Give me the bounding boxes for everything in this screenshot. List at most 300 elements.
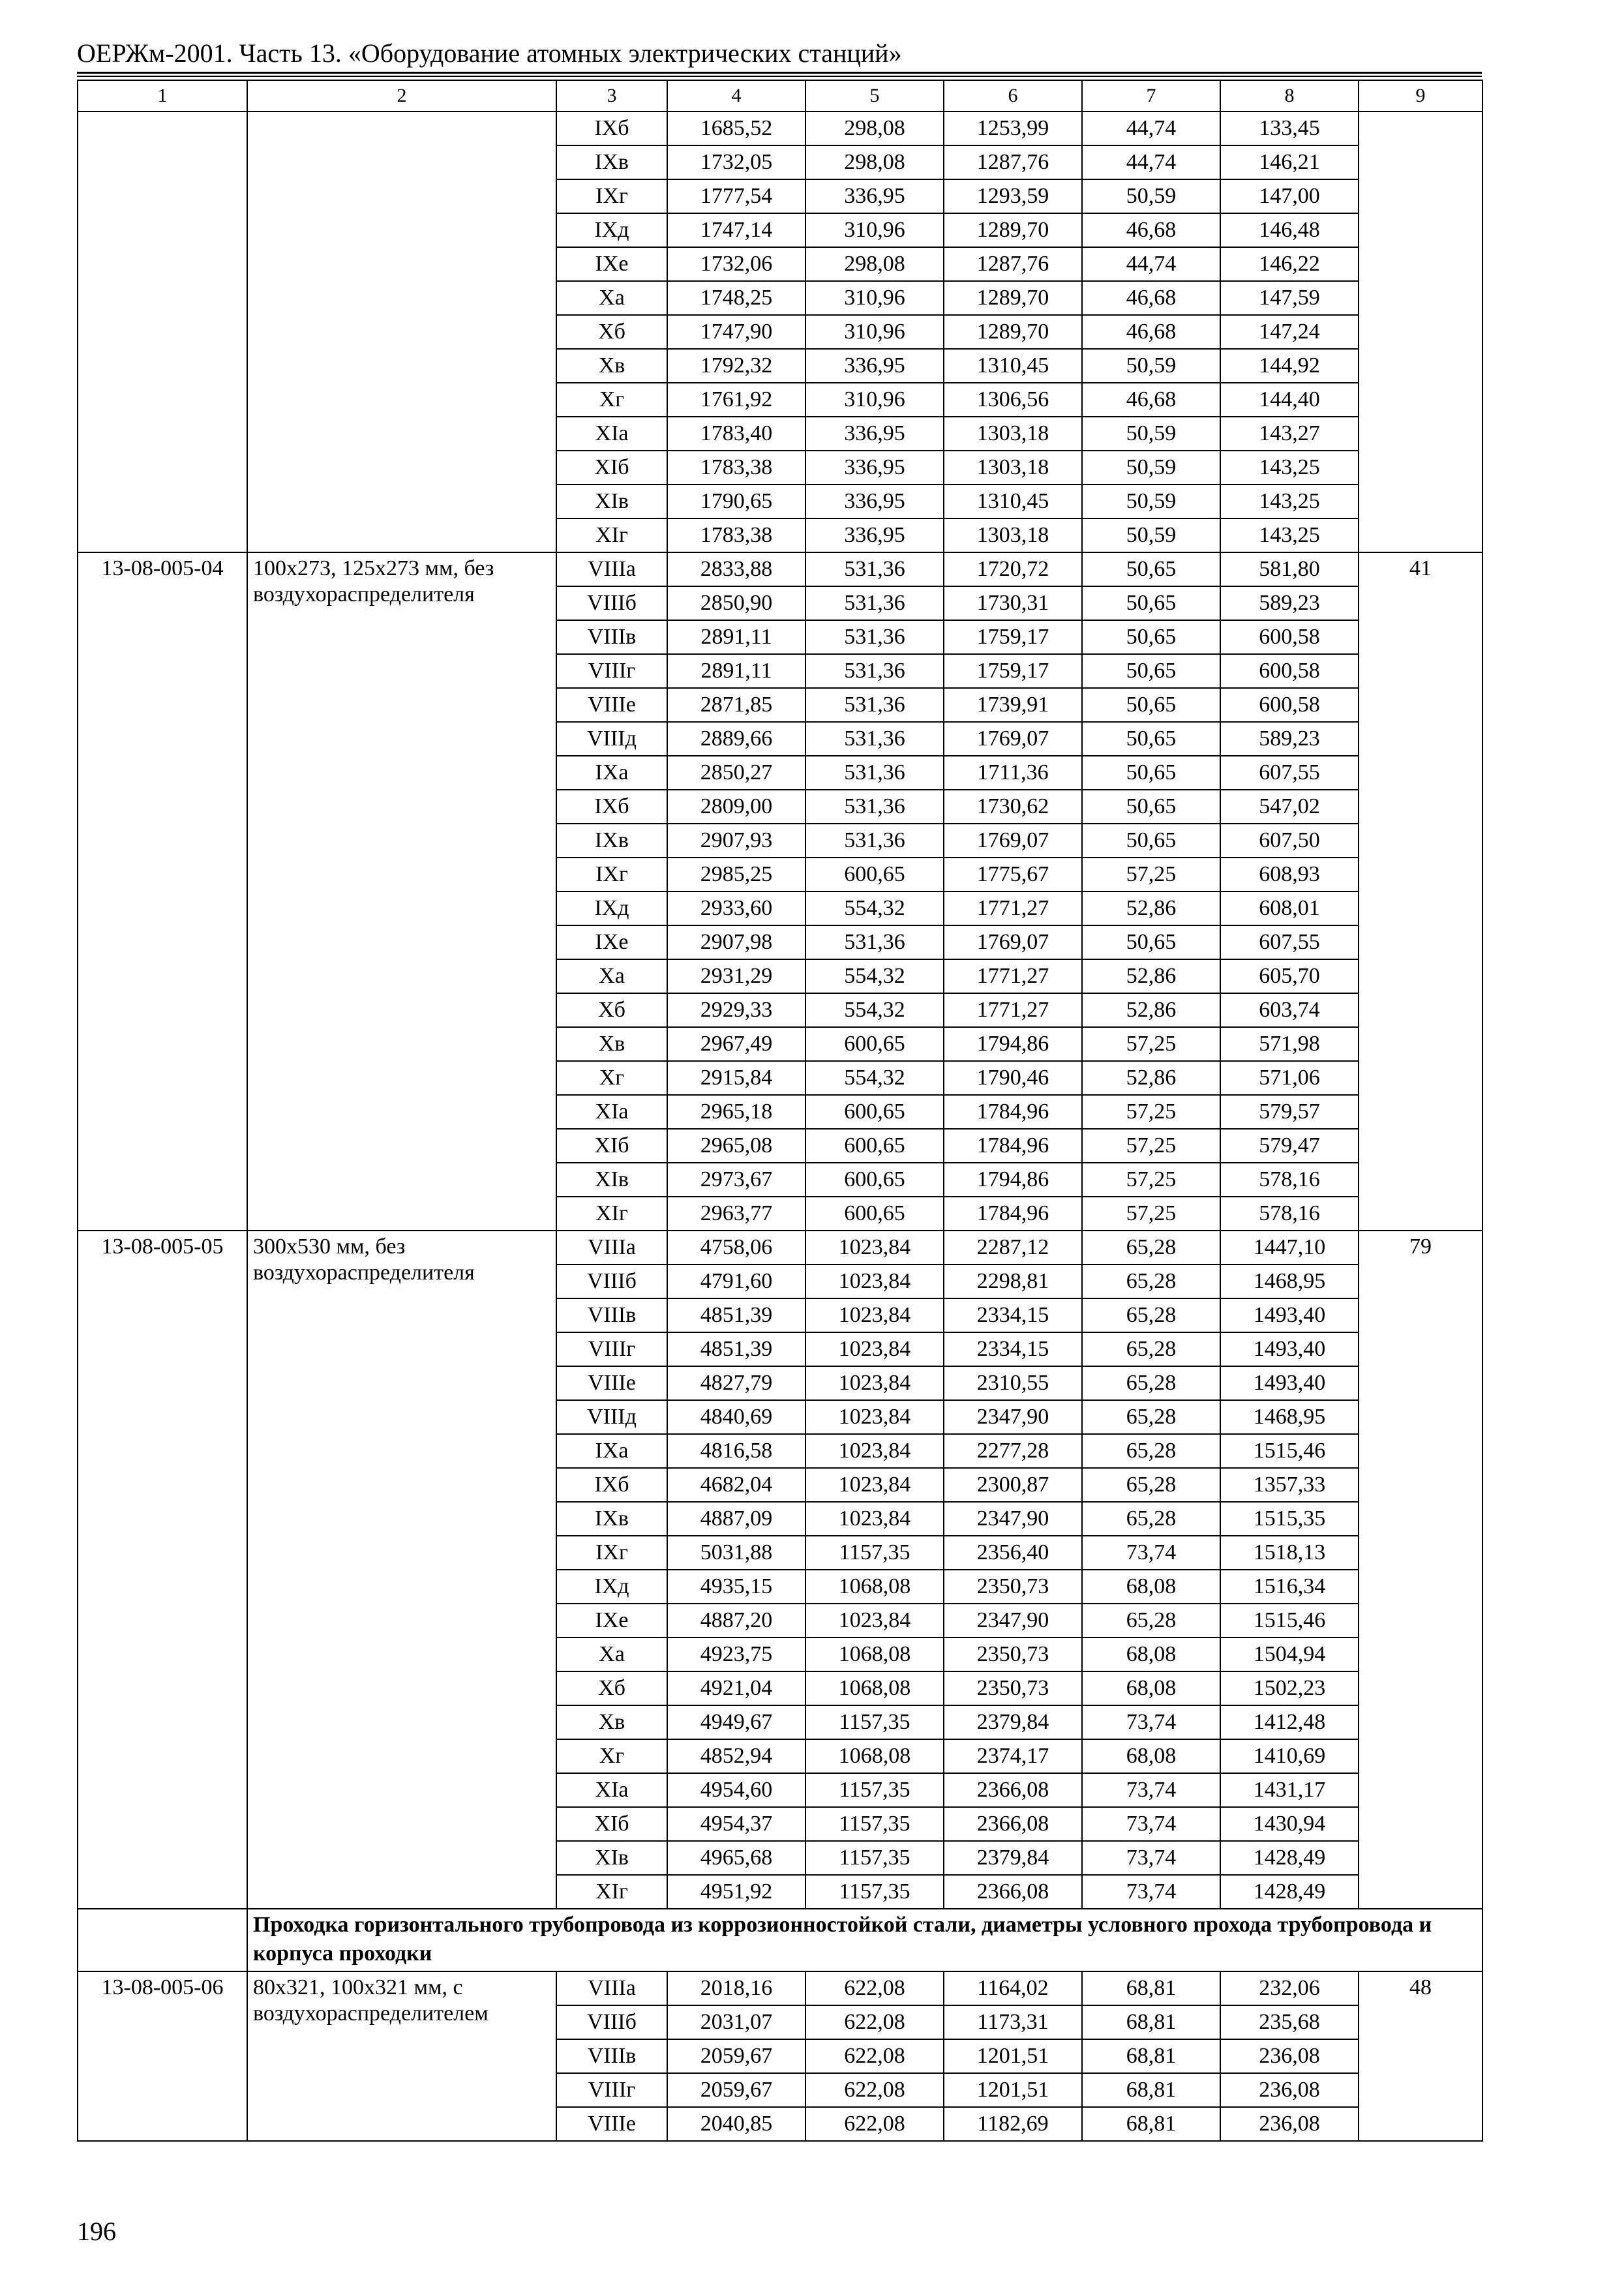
total-cost: 2809,00 [667,790,805,824]
material-cost: 605,70 [1220,959,1359,993]
labor-cost: 1157,35 [805,1875,944,1909]
region-code: VIIIв [556,2039,667,2073]
labor-cost: 1157,35 [805,1841,944,1875]
machine-cost: 1164,02 [944,1971,1082,2005]
labor-cost: 336,95 [805,417,944,451]
total-cost: 2965,18 [667,1095,805,1129]
material-cost: 1515,46 [1220,1604,1359,1638]
machinist-wage: 50,59 [1082,485,1220,518]
material-cost: 578,16 [1220,1163,1359,1197]
machine-cost: 1739,91 [944,688,1082,722]
total-cost: 4951,92 [667,1875,805,1909]
region-code: IXв [556,145,667,179]
region-code: IXб [556,112,667,145]
region-code: Xб [556,1671,667,1705]
region-code: XIв [556,485,667,518]
region-code: IXг [556,179,667,213]
table-body [78,80,1482,2141]
material-cost: 147,59 [1220,281,1359,315]
machinist-wage: 68,81 [1082,2039,1220,2073]
machine-cost: 1287,76 [944,247,1082,281]
labor-cost: 1023,84 [805,1400,944,1434]
machinist-wage: 65,28 [1082,1264,1220,1298]
machinist-wage: 57,25 [1082,1095,1220,1129]
rate-description: 100x273, 125x273 мм, без воздухораспределителя [247,552,556,1231]
labor-cost: 531,36 [805,790,944,824]
labor-cost: 531,36 [805,552,944,586]
machinist-wage: 65,28 [1082,1332,1220,1366]
machine-cost: 1303,18 [944,451,1082,485]
total-cost: 4887,20 [667,1604,805,1638]
table-row [78,552,1482,586]
rate-code: 13-08-005-05 [78,1231,247,1909]
machine-cost: 1173,31 [944,2005,1082,2039]
machine-cost: 1303,18 [944,417,1082,451]
material-cost: 147,24 [1220,315,1359,349]
section-row [78,1909,1482,1971]
total-cost: 1783,40 [667,417,805,451]
rate-code [78,112,247,552]
machinist-wage: 46,68 [1082,213,1220,247]
total-cost: 4954,60 [667,1773,805,1807]
total-cost: 1790,65 [667,485,805,518]
total-cost: 2985,25 [667,858,805,891]
labor-cost: 298,08 [805,112,944,145]
total-cost: 2850,90 [667,586,805,620]
machine-cost: 1253,99 [944,112,1082,145]
table-row [78,1971,1482,2005]
labor-cost: 531,36 [805,756,944,790]
region-code: XIа [556,1095,667,1129]
section-blank-cell [78,1909,247,1971]
region-code: Xв [556,349,667,383]
labor-cost: 1068,08 [805,1671,944,1705]
total-cost: 2965,08 [667,1129,805,1163]
machinist-wage: 52,86 [1082,1061,1220,1095]
region-code: XIа [556,1773,667,1807]
machinist-wage: 73,74 [1082,1875,1220,1909]
machine-cost: 2374,17 [944,1739,1082,1773]
region-code: VIIIв [556,1298,667,1332]
machine-cost: 1769,07 [944,722,1082,756]
region-code: IXа [556,756,667,790]
total-cost: 4954,37 [667,1807,805,1841]
total-cost: 2907,98 [667,925,805,959]
machinist-wage: 50,59 [1082,179,1220,213]
material-cost: 600,58 [1220,620,1359,654]
total-cost: 1792,32 [667,349,805,383]
machine-cost: 1790,46 [944,1061,1082,1095]
materials-count: 79 [1359,1231,1482,1909]
material-cost: 1504,94 [1220,1638,1359,1671]
region-code: IXг [556,1536,667,1570]
machine-cost: 2366,08 [944,1773,1082,1807]
machinist-wage: 44,74 [1082,145,1220,179]
machine-cost: 2287,12 [944,1231,1082,1264]
material-cost: 607,55 [1220,756,1359,790]
labor-cost: 554,32 [805,1061,944,1095]
machine-cost: 1769,07 [944,824,1082,858]
column-number: 4 [667,80,805,112]
region-code: Xг [556,1739,667,1773]
machinist-wage: 52,86 [1082,993,1220,1027]
material-cost: 146,48 [1220,213,1359,247]
material-cost: 607,50 [1220,824,1359,858]
material-cost: 1428,49 [1220,1841,1359,1875]
materials-count: 48 [1359,1971,1482,2141]
region-code: XIг [556,1197,667,1231]
machine-cost: 1310,45 [944,349,1082,383]
material-cost: 1493,40 [1220,1366,1359,1400]
material-cost: 589,23 [1220,722,1359,756]
machine-cost: 1769,07 [944,925,1082,959]
region-code: IXб [556,790,667,824]
total-cost: 1783,38 [667,518,805,552]
region-code: XIа [556,417,667,451]
machinist-wage: 65,28 [1082,1434,1220,1468]
material-cost: 1468,95 [1220,1264,1359,1298]
materials-count: 41 [1359,552,1482,1231]
machinist-wage: 50,65 [1082,756,1220,790]
material-cost: 1515,35 [1220,1502,1359,1536]
material-cost: 547,02 [1220,790,1359,824]
machine-cost: 1289,70 [944,213,1082,247]
total-cost: 2973,67 [667,1163,805,1197]
total-cost: 1732,06 [667,247,805,281]
labor-cost: 336,95 [805,179,944,213]
labor-cost: 1023,84 [805,1231,944,1264]
material-cost: 581,80 [1220,552,1359,586]
machine-cost: 1730,62 [944,790,1082,824]
total-cost: 2931,29 [667,959,805,993]
region-code: Xа [556,1638,667,1671]
machine-cost: 1759,17 [944,620,1082,654]
material-cost: 236,08 [1220,2039,1359,2073]
material-cost: 146,21 [1220,145,1359,179]
machinist-wage: 73,74 [1082,1841,1220,1875]
material-cost: 143,25 [1220,485,1359,518]
machine-cost: 1201,51 [944,2073,1082,2107]
labor-cost: 622,08 [805,2073,944,2107]
machinist-wage: 50,65 [1082,824,1220,858]
material-cost: 600,58 [1220,688,1359,722]
region-code: IXа [556,1434,667,1468]
machine-cost: 1289,70 [944,281,1082,315]
machinist-wage: 50,65 [1082,620,1220,654]
labor-cost: 310,96 [805,315,944,349]
machine-cost: 1771,27 [944,891,1082,925]
machinist-wage: 68,81 [1082,2005,1220,2039]
labor-cost: 600,65 [805,1027,944,1061]
material-cost: 578,16 [1220,1197,1359,1231]
material-cost: 146,22 [1220,247,1359,281]
labor-cost: 600,65 [805,1197,944,1231]
region-code: IXд [556,891,667,925]
total-cost: 1748,25 [667,281,805,315]
machine-cost: 1303,18 [944,518,1082,552]
region-code: Xг [556,1061,667,1095]
total-cost: 4682,04 [667,1468,805,1502]
total-cost: 2031,07 [667,2005,805,2039]
material-cost: 571,06 [1220,1061,1359,1095]
labor-cost: 554,32 [805,891,944,925]
material-cost: 603,74 [1220,993,1359,1027]
labor-cost: 1023,84 [805,1604,944,1638]
labor-cost: 531,36 [805,586,944,620]
machinist-wage: 68,81 [1082,1971,1220,2005]
machine-cost: 2334,15 [944,1332,1082,1366]
region-code: VIIIа [556,1231,667,1264]
machine-cost: 1720,72 [944,552,1082,586]
labor-cost: 1157,35 [805,1705,944,1739]
machinist-wage: 57,25 [1082,1027,1220,1061]
region-code: XIг [556,518,667,552]
labor-cost: 336,95 [805,485,944,518]
total-cost: 4791,60 [667,1264,805,1298]
machinist-wage: 50,65 [1082,790,1220,824]
machinist-wage: 52,86 [1082,891,1220,925]
machinist-wage: 65,28 [1082,1366,1220,1400]
material-cost: 1516,34 [1220,1570,1359,1604]
machine-cost: 1289,70 [944,315,1082,349]
column-number-row [78,80,1482,112]
machinist-wage: 73,74 [1082,1773,1220,1807]
table-row [78,112,1482,145]
machinist-wage: 50,59 [1082,451,1220,485]
machinist-wage: 46,68 [1082,281,1220,315]
region-code: VIIIе [556,2107,667,2141]
total-cost: 2889,66 [667,722,805,756]
region-code: XIб [556,1129,667,1163]
total-cost: 4887,09 [667,1502,805,1536]
material-cost: 589,23 [1220,586,1359,620]
page-header: ОЕРЖм-2001. Часть 13. «Оборудование атомных электрических станций» [77,38,902,68]
machine-cost: 2300,87 [944,1468,1082,1502]
labor-cost: 600,65 [805,1095,944,1129]
total-cost: 2891,11 [667,620,805,654]
machinist-wage: 73,74 [1082,1536,1220,1570]
material-cost: 1410,69 [1220,1739,1359,1773]
material-cost: 579,57 [1220,1095,1359,1129]
labor-cost: 310,96 [805,281,944,315]
rate-description [247,112,556,552]
total-cost: 2929,33 [667,993,805,1027]
machine-cost: 1794,86 [944,1027,1082,1061]
region-code: Xв [556,1027,667,1061]
total-cost: 2933,60 [667,891,805,925]
machinist-wage: 73,74 [1082,1807,1220,1841]
machine-cost: 2350,73 [944,1671,1082,1705]
region-code: Xа [556,281,667,315]
labor-cost: 310,96 [805,213,944,247]
labor-cost: 1023,84 [805,1502,944,1536]
machinist-wage: 50,65 [1082,552,1220,586]
machine-cost: 2366,08 [944,1807,1082,1841]
labor-cost: 1023,84 [805,1434,944,1468]
region-code: IXб [556,1468,667,1502]
material-cost: 579,47 [1220,1129,1359,1163]
material-cost: 147,00 [1220,179,1359,213]
region-code: Xа [556,959,667,993]
labor-cost: 1157,35 [805,1536,944,1570]
table-row [78,1231,1482,1264]
region-code: VIIIа [556,1971,667,2005]
material-cost: 236,08 [1220,2107,1359,2141]
machine-cost: 2379,84 [944,1841,1082,1875]
material-cost: 1428,49 [1220,1875,1359,1909]
material-cost: 607,55 [1220,925,1359,959]
region-code: VIIIе [556,1366,667,1400]
labor-cost: 531,36 [805,620,944,654]
labor-cost: 622,08 [805,2107,944,2141]
total-cost: 4851,39 [667,1298,805,1332]
total-cost: 1777,54 [667,179,805,213]
machine-cost: 1771,27 [944,959,1082,993]
machine-cost: 1784,96 [944,1197,1082,1231]
material-cost: 144,92 [1220,349,1359,383]
column-number: 5 [805,80,944,112]
machinist-wage: 50,65 [1082,654,1220,688]
machinist-wage: 50,65 [1082,688,1220,722]
total-cost: 4840,69 [667,1400,805,1434]
labor-cost: 1068,08 [805,1570,944,1604]
machinist-wage: 68,08 [1082,1638,1220,1671]
labor-cost: 336,95 [805,349,944,383]
labor-cost: 531,36 [805,925,944,959]
rate-code: 13-08-005-06 [78,1971,247,2141]
machinist-wage: 73,74 [1082,1705,1220,1739]
region-code: VIIIг [556,2073,667,2107]
machinist-wage: 68,08 [1082,1739,1220,1773]
region-code: VIIIб [556,2005,667,2039]
material-cost: 236,08 [1220,2073,1359,2107]
total-cost: 4949,67 [667,1705,805,1739]
machinist-wage: 50,59 [1082,349,1220,383]
region-code: XIг [556,1875,667,1909]
machinist-wage: 57,25 [1082,1197,1220,1231]
material-cost: 571,98 [1220,1027,1359,1061]
total-cost: 4965,68 [667,1841,805,1875]
column-number: 3 [556,80,667,112]
machine-cost: 2356,40 [944,1536,1082,1570]
labor-cost: 1023,84 [805,1264,944,1298]
material-cost: 608,93 [1220,858,1359,891]
machine-cost: 2298,81 [944,1264,1082,1298]
labor-cost: 531,36 [805,654,944,688]
machinist-wage: 57,25 [1082,858,1220,891]
region-code: XIв [556,1841,667,1875]
machinist-wage: 50,59 [1082,417,1220,451]
total-cost: 4758,06 [667,1231,805,1264]
rate-code: 13-08-005-04 [78,552,247,1231]
region-code: IXв [556,1502,667,1536]
material-cost: 1357,33 [1220,1468,1359,1502]
column-number: 1 [78,80,247,112]
region-code: IXд [556,213,667,247]
labor-cost: 1023,84 [805,1298,944,1332]
region-code: XIб [556,1807,667,1841]
region-code: VIIIе [556,688,667,722]
total-cost: 2059,67 [667,2073,805,2107]
total-cost: 2871,85 [667,688,805,722]
total-cost: 4827,79 [667,1366,805,1400]
labor-cost: 336,95 [805,451,944,485]
labor-cost: 622,08 [805,2005,944,2039]
labor-cost: 622,08 [805,2039,944,2073]
region-code: VIIIа [556,552,667,586]
machine-cost: 2334,15 [944,1298,1082,1332]
labor-cost: 1023,84 [805,1366,944,1400]
labor-cost: 600,65 [805,1129,944,1163]
region-code: IXе [556,1604,667,1638]
machinist-wage: 50,65 [1082,722,1220,756]
machine-cost: 1794,86 [944,1163,1082,1197]
material-cost: 1431,17 [1220,1773,1359,1807]
total-cost: 1732,05 [667,145,805,179]
machine-cost: 1730,31 [944,586,1082,620]
region-code: VIIIд [556,722,667,756]
machinist-wage: 57,25 [1082,1163,1220,1197]
machine-cost: 1310,45 [944,485,1082,518]
labor-cost: 531,36 [805,722,944,756]
labor-cost: 531,36 [805,688,944,722]
total-cost: 2833,88 [667,552,805,586]
total-cost: 2907,93 [667,824,805,858]
material-cost: 143,27 [1220,417,1359,451]
rate-description: 80x321, 100x321 мм, с воздухораспределителем [247,1971,556,2141]
machinist-wage: 57,25 [1082,1129,1220,1163]
region-code: VIIIг [556,654,667,688]
machinist-wage: 52,86 [1082,959,1220,993]
total-cost: 4921,04 [667,1671,805,1705]
labor-cost: 531,36 [805,824,944,858]
machine-cost: 1775,67 [944,858,1082,891]
region-code: XIб [556,451,667,485]
machine-cost: 1784,96 [944,1095,1082,1129]
material-cost: 1502,23 [1220,1671,1359,1705]
labor-cost: 1023,84 [805,1332,944,1366]
machine-cost: 1287,76 [944,145,1082,179]
region-code: Xб [556,315,667,349]
machine-cost: 1293,59 [944,179,1082,213]
material-cost: 235,68 [1220,2005,1359,2039]
region-code: IXе [556,925,667,959]
machine-cost: 1182,69 [944,2107,1082,2141]
labor-cost: 336,95 [805,518,944,552]
material-cost: 1515,46 [1220,1434,1359,1468]
labor-cost: 554,32 [805,959,944,993]
machine-cost: 2347,90 [944,1502,1082,1536]
region-code: IXг [556,858,667,891]
total-cost: 2891,11 [667,654,805,688]
material-cost: 143,25 [1220,451,1359,485]
total-cost: 5031,88 [667,1536,805,1570]
total-cost: 4851,39 [667,1332,805,1366]
total-cost: 4923,75 [667,1638,805,1671]
total-cost: 1685,52 [667,112,805,145]
machine-cost: 1759,17 [944,654,1082,688]
column-number: 6 [944,80,1082,112]
machine-cost: 1201,51 [944,2039,1082,2073]
machine-cost: 1711,36 [944,756,1082,790]
labor-cost: 600,65 [805,858,944,891]
machine-cost: 2310,55 [944,1366,1082,1400]
machinist-wage: 65,28 [1082,1231,1220,1264]
machinist-wage: 44,74 [1082,247,1220,281]
machine-cost: 1306,56 [944,383,1082,417]
machine-cost: 2347,90 [944,1400,1082,1434]
machine-cost: 1771,27 [944,993,1082,1027]
